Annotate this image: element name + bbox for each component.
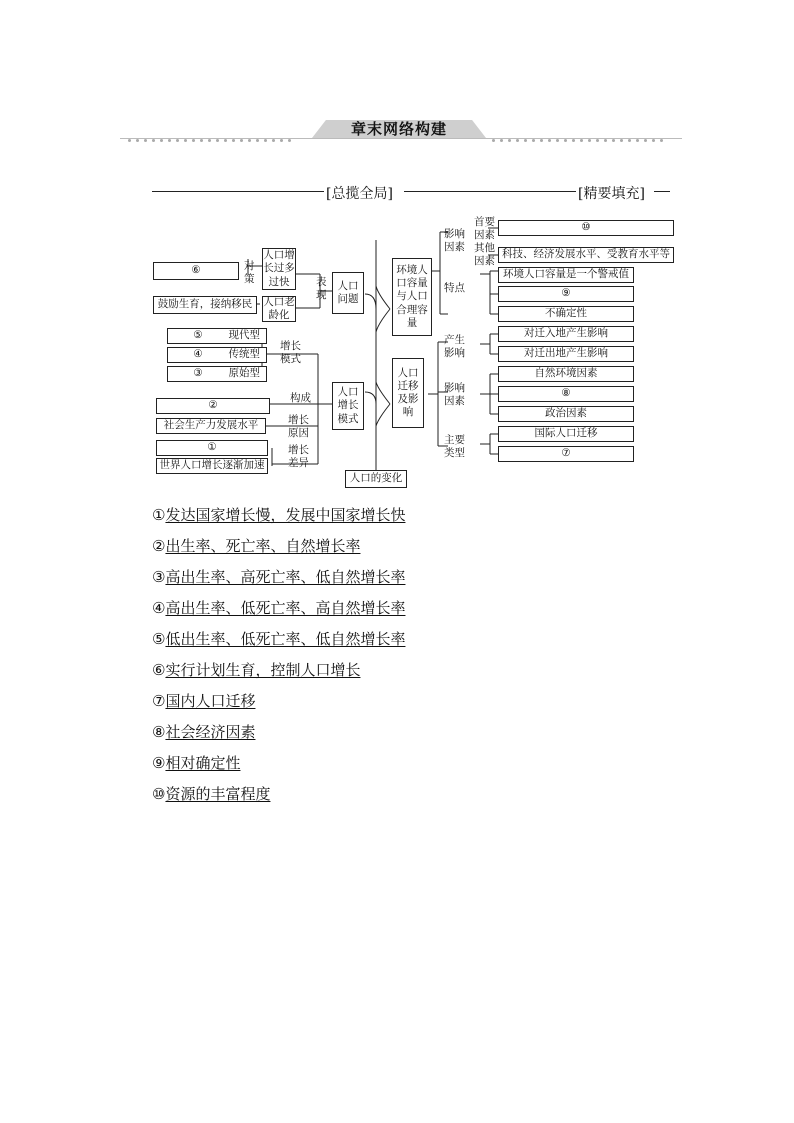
capacity-label: 环境人口容量与人口合理容量	[396, 264, 428, 329]
answer-8-box	[498, 386, 634, 402]
primary-factor-label: 首要因素	[474, 216, 495, 242]
answer-item	[152, 504, 405, 525]
answer-10-box	[498, 220, 674, 236]
section-rule-right	[654, 191, 670, 192]
other-factors-box	[498, 247, 674, 263]
modern-type-box	[167, 328, 267, 344]
answer-number: ⑦	[152, 692, 166, 710]
answer-item	[152, 628, 405, 649]
capacity-box	[392, 258, 432, 336]
answer-text: 出生率、死亡率、自然增长率	[165, 537, 361, 555]
traditional-type-label: 传统型	[228, 348, 260, 361]
answer-4-marker: ④	[193, 348, 203, 361]
answer-6-box	[153, 262, 239, 280]
growth-pattern-box	[332, 382, 364, 430]
fast-growth-box	[262, 248, 296, 290]
modern-type-label: 现代型	[228, 329, 260, 342]
international-migration-label: 国际人口迁移	[534, 427, 598, 440]
natural-factor-box	[498, 366, 634, 382]
banner-dots-right	[492, 130, 668, 136]
migration-policy-label: 鼓励生育，接纳移民	[157, 298, 253, 311]
international-migration-box	[498, 426, 634, 442]
other-factor-label: 其他因素	[474, 242, 495, 268]
produce-effect-label: 产生影响	[444, 334, 465, 360]
answer-9-marker: ⑨	[561, 287, 571, 300]
migration-policy-box	[153, 296, 257, 314]
show-label: 表现	[316, 276, 327, 302]
answer-number: ③	[152, 568, 166, 586]
root-topic-box	[345, 470, 407, 488]
aging-label: 人口老龄化	[263, 295, 295, 321]
growth-reason-label: 增长原因	[288, 414, 309, 440]
answer-item	[152, 535, 360, 556]
answer-7-box	[498, 446, 634, 462]
chapter-banner	[0, 118, 794, 148]
answer-number: ①	[152, 506, 166, 524]
answer-item	[152, 597, 405, 618]
growth-difference-label: 增长差异	[288, 444, 309, 470]
section-rule-left	[152, 191, 324, 192]
answer-item	[152, 721, 255, 742]
root-topic-label: 人口的变化	[349, 472, 403, 485]
political-factor-box	[498, 406, 634, 422]
answer-item	[152, 659, 360, 680]
section-left-label: [总揽全局]	[326, 186, 393, 202]
answer-text: 资源的丰富程度	[165, 785, 271, 803]
migration-factors-label: 影响因素	[444, 382, 465, 408]
answer-7-marker: ⑦	[561, 447, 571, 460]
other-factors-label: 科技、经济发展水平、受教育水平等	[502, 248, 670, 261]
productivity-box	[156, 418, 266, 434]
answer-2-marker: ②	[208, 399, 218, 412]
answer-9-box	[498, 286, 634, 302]
answer-5-marker: ⑤	[193, 329, 203, 342]
population-problem-label: 人口问题	[337, 279, 359, 305]
answer-number: ⑩	[152, 785, 166, 803]
section-rule-middle	[404, 191, 576, 192]
policy-label: 对策	[244, 260, 255, 286]
answer-number: ⑤	[152, 630, 166, 648]
answer-number: ④	[152, 599, 166, 617]
mind-map	[150, 214, 680, 490]
capacity-influence-label: 影响因素	[444, 228, 465, 254]
answer-1-box	[156, 440, 268, 456]
out-effect-label: 对迁出地产生影响	[524, 347, 608, 360]
warning-value-label: 环境人口容量是一个警戒值	[503, 268, 629, 281]
productivity-label: 社会生产力发展水平	[163, 419, 259, 432]
section-right-label: [精要填充]	[578, 186, 645, 202]
world-acceleration-box	[156, 458, 268, 474]
migration-box	[392, 358, 424, 428]
in-effect-label: 对迁入地产生影响	[524, 327, 608, 340]
answer-text: 实行计划生育，控制人口增长	[165, 661, 361, 679]
migration-label: 人口迁移及影响	[397, 366, 419, 419]
political-factor-label: 政治因素	[545, 407, 587, 420]
answer-item	[152, 690, 255, 711]
chapter-title: 章末网络构建	[350, 120, 447, 138]
answer-6-marker: ⑥	[191, 264, 201, 277]
in-effect-box	[498, 326, 634, 342]
answer-number: ⑨	[152, 754, 166, 772]
answer-10-marker: ⑩	[581, 221, 591, 234]
features-label: 特点	[444, 282, 465, 294]
aging-box	[262, 296, 296, 322]
banner-dots-left	[128, 130, 296, 136]
growth-pattern-sub-label: 增长模式	[280, 340, 301, 366]
answer-8-marker: ⑧	[561, 387, 571, 400]
answer-text: 高出生率、高死亡率、低自然增长率	[165, 568, 406, 586]
answer-3-marker: ③	[193, 367, 203, 380]
answer-text: 社会经济因素	[165, 723, 256, 741]
answer-number: ⑧	[152, 723, 166, 741]
answer-item	[152, 783, 270, 804]
out-effect-box	[498, 346, 634, 362]
answer-item	[152, 566, 405, 587]
answer-text: 相对确定性	[165, 754, 241, 772]
answer-1-marker: ①	[207, 441, 217, 454]
uncertainty-label: 不确定性	[545, 307, 587, 320]
world-acceleration-label: 世界人口增长逐渐加速	[159, 459, 265, 472]
warning-value-box	[498, 267, 634, 283]
answer-text: 低出生率、低死亡率、低自然增长率	[165, 630, 406, 648]
composition-label: 构成	[290, 392, 311, 404]
answer-number: ⑥	[152, 661, 166, 679]
population-problem-box	[332, 272, 364, 314]
growth-pattern-label: 人口增长模式	[337, 386, 359, 425]
answer-number: ②	[152, 537, 166, 555]
uncertainty-box	[498, 306, 634, 322]
natural-factor-label: 自然环境因素	[534, 367, 598, 380]
fast-growth-label: 人口增长过多过快	[263, 249, 295, 288]
primitive-type-box	[167, 366, 267, 382]
answer-item	[152, 752, 240, 773]
answer-2-box	[156, 398, 270, 414]
answer-text: 发达国家增长慢，发展中国家增长快	[165, 506, 406, 524]
answer-text: 国内人口迁移	[165, 692, 256, 710]
traditional-type-box	[167, 347, 267, 363]
answer-text: 高出生率、低死亡率、高自然增长率	[165, 599, 406, 617]
main-types-label: 主要类型	[444, 434, 465, 460]
primitive-type-label: 原始型	[228, 367, 260, 380]
